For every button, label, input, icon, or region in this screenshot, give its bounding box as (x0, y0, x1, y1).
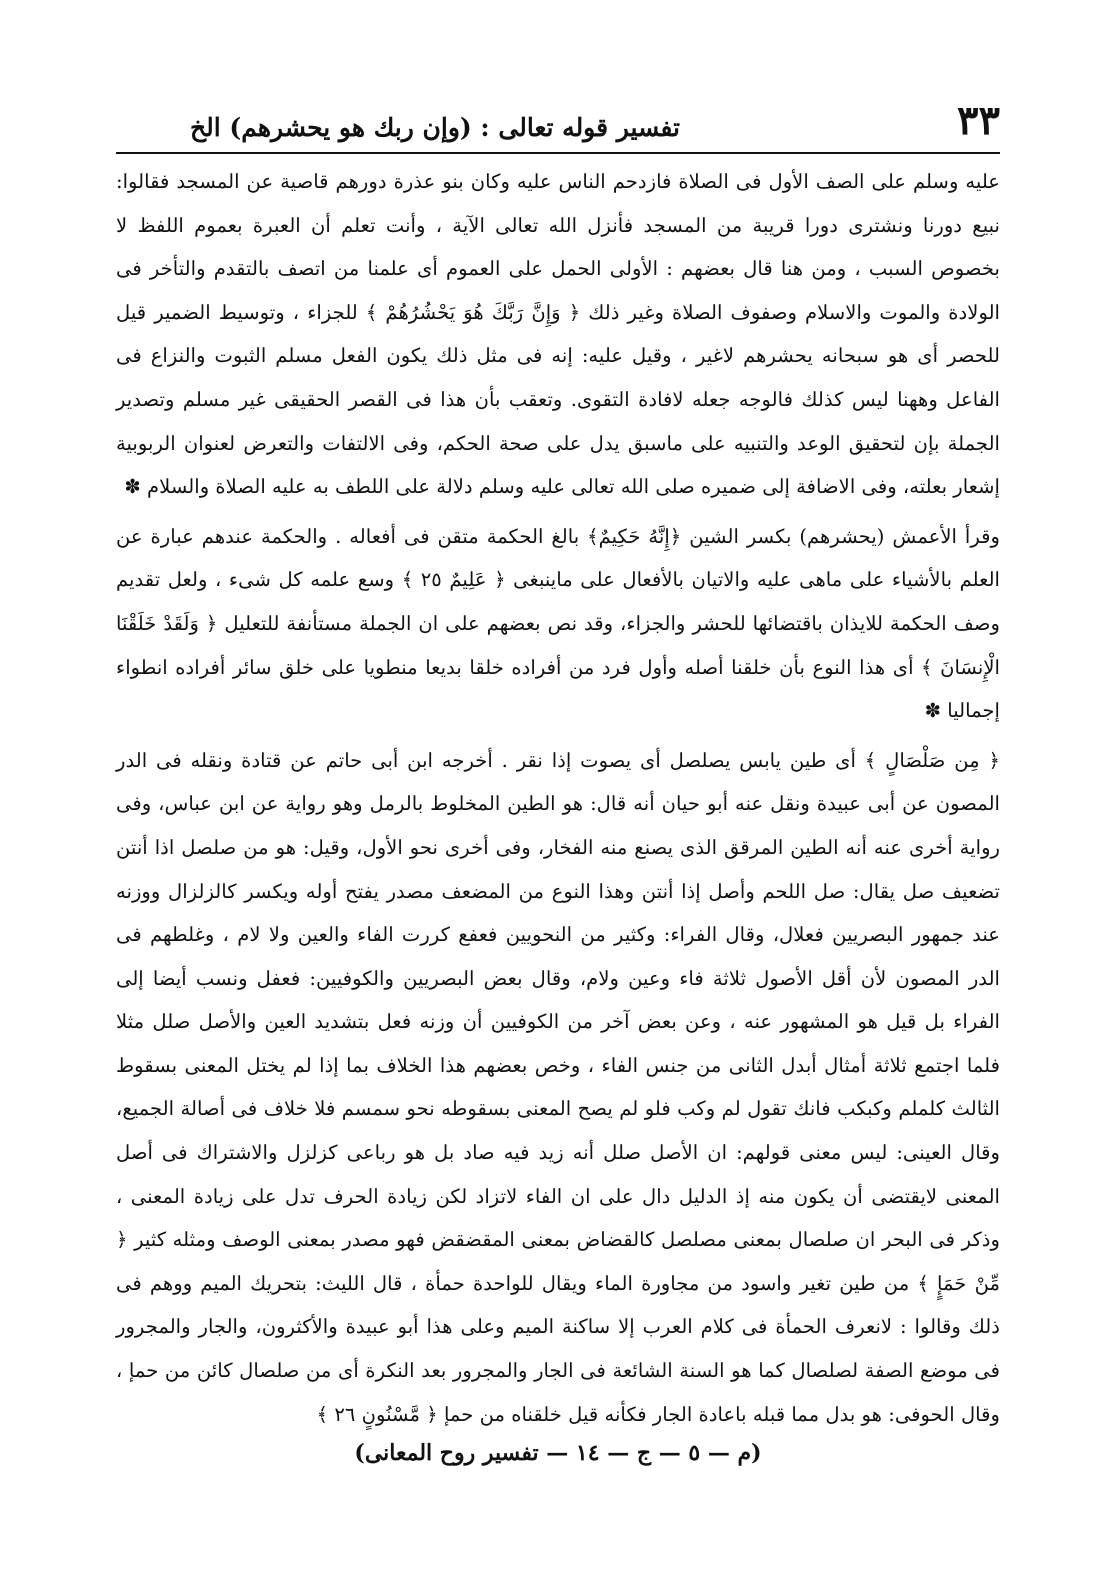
paragraph-2: وقرأ الأعمش (يحشرهم) بكسر الشين ﴿إِنَّهُ حَكِيمٌ﴾ بالغ الحكمة متقن فى أفعاله . والحكمة عندهم عبارة عن العلم بالأشياء على ماهى عليه والاتيان بالأفعال على ماينبغى ﴿ عَلِيمٌ ٢٥ ﴾ وسع علمه كل شىء ، ولعل تقديم وصف الحكمة للايذان باقتضائها للحشر والجزاء، وقد نص بعضهم على ان الجملة مستأنفة للتعليل ﴿ وَلَقَدْ خَلَقْنَا الْإِنسَانَ ﴾ أى هذا النوع بأن خلقنا أصله وأول فرد من أفراده خلقا بديعا منطويا على خلق سائر أفراده انطواء إجماليا ✽ (116, 524, 1000, 723)
paragraph-3: ﴿ مِن صَلْصَالٍ ﴾ أى طين يابس يصلصل أى يصوت إذا نقر . أخرجه ابن أبى حاتم عن قتادة ونقله فى الدر المصون عن أبى عبيدة ونقل عنه أبو حيان أنه قال: هو الطين المخلوط بالرمل وهو رواية عن ابن عباس، وفى رواية أخرى عنه أنه الطين المرقق الذى يصنع منه الفخار، وفى أخرى نحو الأول، وقيل: هو من صلصل اذا أنتن تضعيف صل يقال: صل اللحم وأصل إذا أنتن وهذا النوع من المضعف مصدر يفتح أوله ويكسر كالزلزال ووزنه عند جمهور البصريين فعلال، وقال الفراء: وكثير من النحويين فعفع كررت الفاء والعين ولا لام ، وغلطهم فى الدر المصون لأن أقل الأصول ثلاثة فاء وعين ولام، وقال بعض البصريين والكوفيين: فعفل ونسب أيضا إلى الفراء بل قيل هو المشهور عنه ، وعن بعض آخر من الكوفيين أن وزنه فعل بتشديد العين والأصل صلل مثلا فلما اجتمع ثلاثة أمثال أبدل الثانى من جنس الفاء ، وخص بعضهم هذا الخلاف بما إذا لم يختل المعنى بسقوط الثالث كلملم وكبكب فانك تقول لم وكب فلو لم يصح المعنى بسقوطه نحو سمسم فلا خلاف فى أصالة الجميع، وقال العينى: ليس معنى قولهم: ان الأصل صلل أنه زيد فيه صاد بل هو رباعى كزلزل والاشتراك فى أصل المعنى لايقتضى أن يكون منه إذ الدليل دال على ان الفاء لاتزاد لكن زيادة الحرف تدل على زيادة المعنى ، وذكر فى البحر ان صلصال بمعنى مصلصل كالقضاض بمعنى المقضقض فهو مصدر بمعنى الوصف ومثله كثير ﴿ مِّنْ حَمَإٍ ﴾ من طين تغير واسود من مجاورة الماء ويقال للواحدة حمأة ، قال الليث: بتحريك الميم ووهم فى ذلك وقالوا : لانعرف الحمأة فى كلام العرب إلا ساكنة الميم وعلى هذا أبو عبيدة والأكثرون، والجار والمجرور فى موضع الصفة لصلصال كما هو السنة الشائعة فى الجار والمجرور بعد النكرة أى من صلصال كائن من حمإ ، وقال الحوفى: هو بدل مما قبله باعادة الجار فكأنه قيل خلقناه من حمإ ﴿ مَّسْنُونٍ ٢٦ ﴾ (116, 748, 1000, 1426)
header-rule (116, 152, 1000, 154)
running-title: تفسير قوله تعالى : (وإن ربك هو يحشرهم) الخ (189, 113, 680, 142)
body-text (116, 160, 1000, 1436)
footer-signature: (م — ٥ — ج — ١٤ — تفسير روح المعانى) (354, 1440, 762, 1466)
page-header (116, 96, 1000, 148)
paragraph-1: عليه وسلم على الصف الأول فى الصلاة فازدحم الناس عليه وكان بنو عذرة دورهم قاصية عن المسجد فقالوا: نبيع دورنا ونشترى دورا قريبة من المسجد فأنزل الله تعالى الآية ، وأنت تعلم أن العبرة بعموم اللفظ لا بخصوص السبب ، ومن هنا قال بعضهم : الأولى الحمل على العموم أى علمنا من اتصف بالتقدم والتأخر فى الولادة والموت والاسلام وصفوف الصلاة وغير ذلك ﴿ وَإِنَّ رَبَّكَ هُوَ يَحْشُرُهُمْ ﴾ للجزاء ، وتوسيط الضمير قيل للحصر أى هو سبحانه يحشرهم لاغير ، وقيل عليه: إنه فى مثل ذلك يكون الفعل مسلم الثبوت والنزاع فى الفاعل وههنا ليس كذلك فالوجه جعله لافادة التقوى. وتعقب بأن هذا فى القصر الحقيقى غير مسلم وتصدير الجملة بإن لتحقيق الوعد والتنبيه على ماسبق يدل على صحة الحكم، وفى الالتفات والتعرض لعنوان الربوبية إشعار بعلته، وفى الاضافة إلى ضميره صلى الله تعالى عليه وسلم دلالة على اللطف به عليه الصلاة والسلام ✽ (116, 170, 1000, 499)
page-number: ٣٣ (957, 97, 1000, 144)
